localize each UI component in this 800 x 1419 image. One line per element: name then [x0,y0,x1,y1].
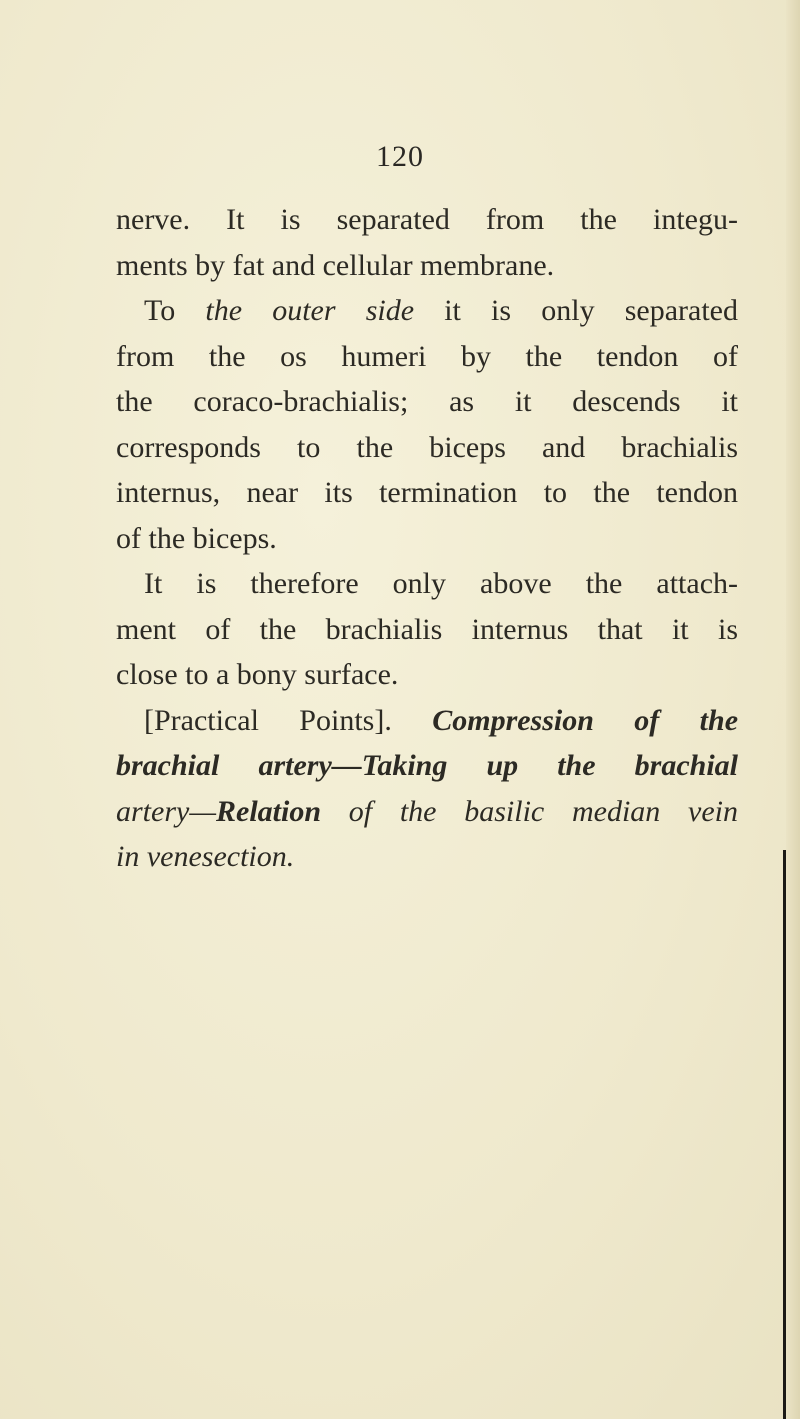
text-line: the coraco-brachialis; as it descends it [116,385,738,418]
text-line: brachial artery—Taking up the brachial [116,749,738,782]
text-line: internus, near its termination to the tendon [116,476,738,509]
italic-phrase: Compression of the [432,703,739,737]
text-line: It is therefore only above the attach- [144,567,738,600]
text-line: corresponds to the biceps and brachialis [116,430,738,464]
text-line: nerve. It is separated from the integu- [116,203,738,236]
italic-phrase: the outer side [205,294,415,327]
text-line: artery—Relation of the basilic median vein [116,794,738,828]
text-line: [Practical Points]. Compression of the [144,703,739,737]
text-line: To the outer side it is only separated [144,294,738,327]
text-line: ment of the brachialis internus that it is [116,612,738,646]
page-edge-shadow [783,850,786,1419]
text-line: of the biceps. [116,521,277,555]
text-line: in venesection. [116,840,295,873]
text-line: ments by fat and cellular membrane. [116,248,555,282]
bold-italic-phrase: Relation [216,794,322,828]
text-line: from the os humeri by the tendon of [116,339,738,373]
text-line: close to a bony surface. [116,658,399,691]
page-number: 120 [376,140,424,173]
body-text [116,197,738,880]
page-edge [786,0,800,1419]
